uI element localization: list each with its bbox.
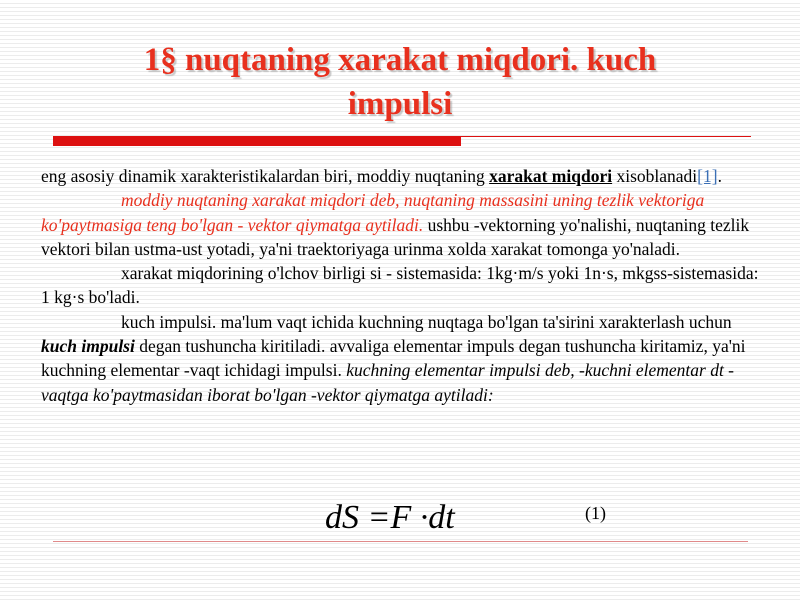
impulse-text-2: degan tushuncha kiritiladi. avvaliga elementar impuls degan tushuncha kiritamiz, ya'ni kuchning elementar -vaqt ichidagi impulsi. bbox=[41, 336, 746, 381]
title-line-2: impulsi bbox=[347, 86, 453, 122]
units-text: xarakat miqdorining o'lchov birligi si - sistemasida: 1kg·m/s yoki 1n·s, mkgss-sistemasida: 1 kg·s bo'ladi. bbox=[41, 263, 759, 308]
term-impulse: kuch impulsi bbox=[41, 336, 135, 357]
intro-text-3: . bbox=[717, 166, 722, 186]
bottom-divider bbox=[53, 541, 748, 542]
formula: dS =F ·dt bbox=[325, 499, 455, 536]
impulse-text: kuch impulsi. ma'lum vaqt ichida kuchning nuqtaga bo'lgan ta'sirini xarakterlash uchun bbox=[121, 311, 732, 332]
title-underline-thick bbox=[53, 136, 461, 146]
paragraph-impulse bbox=[41, 310, 769, 407]
term-momentum: xarakat miqdori bbox=[489, 166, 613, 186]
definition-text: moddiy nuqtaning xarakat miqdori deb, nuqtaning massasini uning tezlik vektoriga ko'paytmasiga teng bo'lgan - vektor qiymatga aytiladi. bbox=[41, 190, 705, 235]
formula-number: (1) bbox=[585, 503, 606, 523]
title-underline-thin bbox=[461, 136, 751, 137]
intro-text-2: xisoblanadi bbox=[612, 166, 698, 186]
impulse-definition: kuchning elementar impulsi deb, -kuchni elementar dt - vaqtga ko'paytmasidan iborat bo'lgan -vektor qiymatga aytiladi: bbox=[41, 360, 735, 405]
title-line-1: 1§ nuqtaning xarakat miqdori. kuch bbox=[143, 42, 657, 78]
paragraph-units bbox=[41, 261, 769, 310]
definition-followup: ushbu -vektorning yo'nalishi, nuqtaning tezlik vektori bilan ustma-ust yotadi, ya'ni traektoriyaga urinma xolda xarakat tomonga yo'naladi. bbox=[41, 214, 750, 259]
reference-link[interactable]: [1] bbox=[697, 166, 718, 186]
paragraph-intro bbox=[41, 164, 769, 188]
body-text bbox=[41, 164, 769, 407]
paragraph-definition bbox=[41, 188, 769, 261]
intro-text: eng asosiy dinamik xarakteristikalardan biri, moddiy nuqtaning bbox=[41, 166, 490, 186]
slide-title bbox=[100, 38, 700, 126]
